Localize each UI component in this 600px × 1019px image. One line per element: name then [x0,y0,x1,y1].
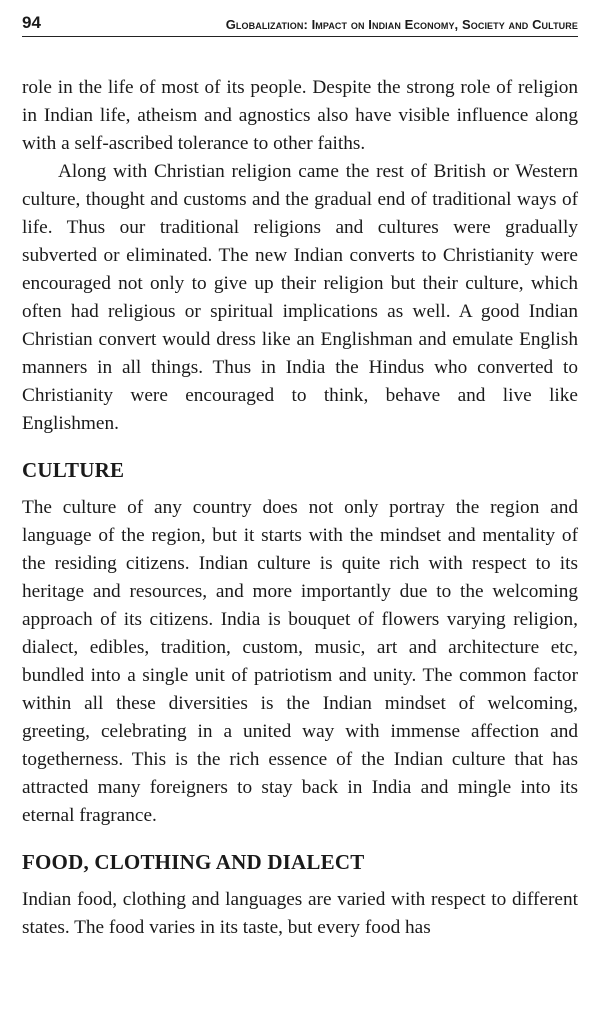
running-title: Globalization: Impact on Indian Economy, Society and Culture [225,17,578,32]
paragraph-intro: role in the life of most of its people. Despite the strong role of religion in Indian life, atheism and agnostics also have visible influence along with a self-ascribed tolerance to other faiths. [22,77,578,154]
paragraph-christian-religion: Along with Christian religion came the rest of British or Western culture, thought and customs and the gradual end of traditional ways of life. Thus our traditional religions and cultures were gradually subverted or eliminated. The new Indian converts to Christianity were encouraged not only to give up their religion but their culture, which often had religious or spiritual implications as well. A good Indian Christian convert would dress like an Englishman and emulate English manners in all things. Thus in India the Hindus who converted to Christianity were encouraged to think, behave and live like Englishmen. [22,161,578,434]
paragraph-food: Indian food, clothing and languages are varied with respect to different states. The food varies in its taste, but every food has [22,889,578,938]
page-number: 94 [22,13,41,32]
page-body [22,74,578,942]
paragraph-culture: The culture of any country does not only portray the region and language of the region, but it starts with the mindset and mentality of the residing citizens. Indian culture is quite rich with respect to its heritage and resources, and more importantly due to the welcoming approach of its citizens. India is bouquet of flowers varying religion, dialect, edibles, tradition, custom, music, art and architecture etc, bundled into a single unit of patriotism and unity. The common factor within all these diversities is the Indian mindset of welcoming, greeting, celebrating in a united way with immense affection and togetherness. This is the rich essence of the Indian culture that has attracted many foreigners to stay back in India and mingle into its eternal fragrance. [22,497,578,826]
page-header [22,10,578,37]
section-heading-food-clothing-dialect: FOOD, CLOTHING AND DIALECT [22,850,365,874]
section-heading-culture: CULTURE [22,458,125,482]
